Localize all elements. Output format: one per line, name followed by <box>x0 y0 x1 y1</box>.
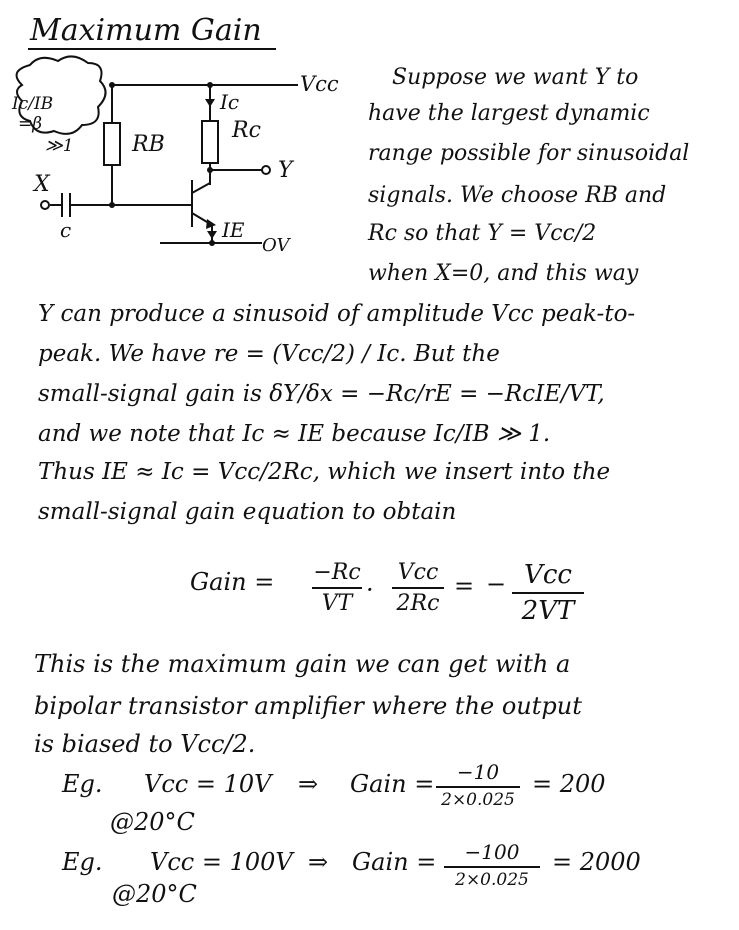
cloud-label-1: Ic/IB <box>12 94 54 114</box>
ie-label: IE <box>222 218 245 242</box>
fraction-denominator: 2×0.025 <box>455 870 529 890</box>
fraction-bar <box>312 587 362 589</box>
side-text-line: when X=0, and this way <box>368 261 639 286</box>
gain-dot: · <box>366 576 374 604</box>
gain-fraction-1 <box>312 560 362 616</box>
example-eg: Eg. <box>62 770 103 798</box>
fraction-numerator: −10 <box>456 760 500 784</box>
side-text-line: Rc so that Y = Vcc/2 <box>368 221 597 246</box>
transistor-amplifier-circuit <box>0 55 365 270</box>
ic-label: Ic <box>220 90 240 114</box>
rc-label: Rc <box>232 118 261 143</box>
x-terminal <box>41 201 49 209</box>
conclusion-line: This is the maximum gain we can get with a <box>34 650 571 678</box>
body-text-line: Thus IE ≈ Ic = Vcc/2Rc, which we insert into the <box>38 459 611 485</box>
y-label: Y <box>278 158 293 183</box>
c-label: c <box>60 218 72 242</box>
example-gain-label: Gain = <box>352 848 437 876</box>
example-vcc: Vcc = 100V <box>150 848 293 876</box>
implies-arrow: ⇒ <box>308 848 329 876</box>
gain-equals-2: = <box>454 572 475 600</box>
body-text-line: and we note that Ic ≈ IE because Ic/IB ≫ 1. <box>38 421 551 447</box>
fraction-numerator: −Rc <box>313 560 361 585</box>
y-terminal <box>262 166 270 174</box>
x-label: X <box>34 172 50 197</box>
gain-fraction-2 <box>392 560 444 616</box>
example-gain-label: Gain = <box>350 770 435 798</box>
ie-arrow <box>207 231 217 239</box>
title-underline <box>28 48 276 50</box>
gain-fraction-3 <box>512 560 584 626</box>
fraction-bar <box>512 592 584 594</box>
body-text-line: small-signal gain is δY/δx = −Rc/rE = −RcIE/VT, <box>38 381 605 407</box>
example-fraction <box>436 760 520 810</box>
body-text-line: peak. We have re = (Vcc/2) / Ic. But the <box>38 341 500 367</box>
fraction-bar <box>392 587 444 589</box>
conclusion-line: is biased to Vcc/2. <box>34 730 256 758</box>
fraction-numerator: −100 <box>464 840 520 864</box>
example-result: = 2000 <box>552 848 641 876</box>
side-text-line: Suppose we want Y to <box>392 65 639 90</box>
example-eg: Eg. <box>62 848 103 876</box>
rb-label: RB <box>132 132 165 157</box>
example-result: = 200 <box>532 770 606 798</box>
side-text-line: have the largest dynamic <box>368 101 650 126</box>
ic-arrow <box>205 99 215 107</box>
resistor-rc <box>202 121 218 163</box>
fraction-denominator: 2×0.025 <box>441 790 515 810</box>
fraction-denominator: VT <box>321 591 353 616</box>
fraction-numerator: Vcc <box>397 560 439 585</box>
implies-arrow: ⇒ <box>298 770 319 798</box>
cloud-label-2: =β <box>18 114 43 134</box>
example-vcc: Vcc = 10V <box>144 770 272 798</box>
fraction-bar <box>436 786 520 788</box>
ov-label: OV <box>262 235 290 256</box>
cloud-label-3: ≫1 <box>45 136 74 156</box>
example-fraction <box>444 840 540 890</box>
resistor-rb <box>104 123 120 165</box>
body-text-line: Y can produce a sinusoid of amplitude Vcc peak-to- <box>38 301 636 327</box>
vcc-label: Vcc <box>300 72 339 96</box>
fraction-numerator: Vcc <box>524 560 572 590</box>
example-temp: @20°C <box>112 880 197 908</box>
body-text-line: small-signal gain equation to obtain <box>38 499 457 525</box>
side-text-line: range possible for sinusoidal <box>368 141 690 166</box>
conclusion-line: bipolar transistor amplifier where the output <box>34 692 582 720</box>
page-title: Maximum Gain <box>30 13 262 48</box>
fraction-bar <box>444 866 540 868</box>
gain-minus: − <box>486 570 507 598</box>
side-text-line: signals. We choose RB and <box>368 183 667 208</box>
example-temp: @20°C <box>110 808 195 836</box>
fraction-denominator: 2Rc <box>396 591 440 616</box>
gain-lhs: Gain = <box>190 568 275 596</box>
fraction-denominator: 2VT <box>521 596 575 626</box>
